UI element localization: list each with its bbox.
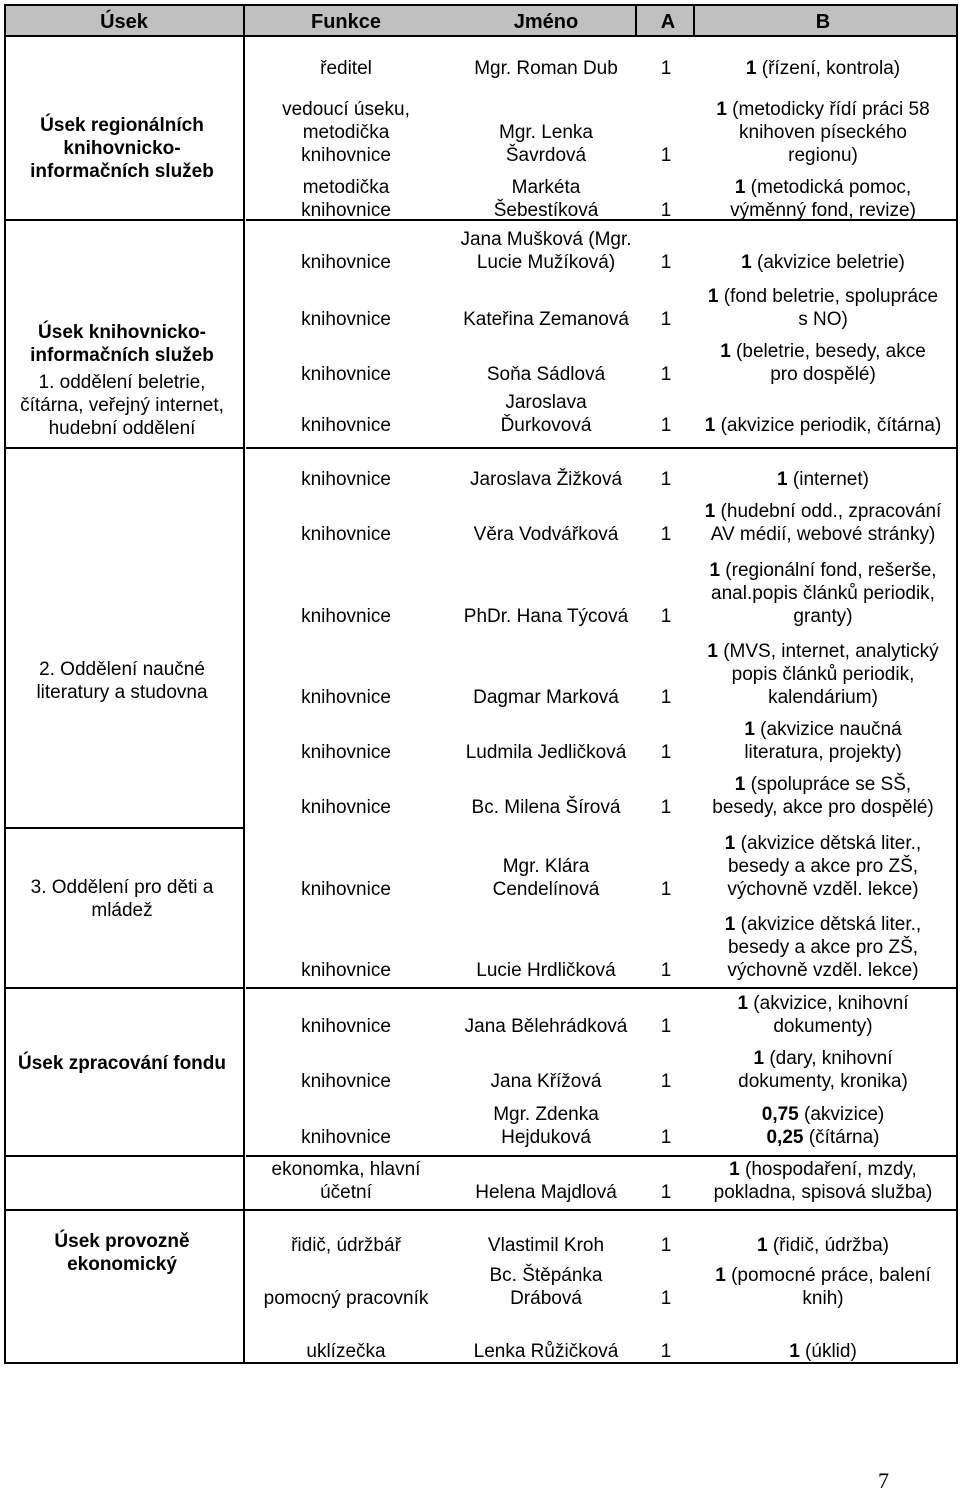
jmeno-cell: Mgr. Zdenka Hejduková — [493, 1104, 599, 1148]
jmeno-cell: PhDr. Hana Týcová — [463, 606, 629, 627]
a-cell: 1 — [660, 415, 672, 436]
b-cell: 1 (akvizice dětská liter., besedy a akce pro ZŠ, výchovně vzděl. lekce) — [724, 914, 922, 981]
a-cell: 1 — [660, 145, 672, 166]
table-row — [301, 501, 942, 545]
table-row — [301, 993, 909, 1037]
section-label: Úsek provozně ekonomický — [54, 1231, 190, 1275]
b-cell: 1 (MVS, internet, analytický popis článků periodik, kalendárium) — [707, 641, 939, 708]
header-usek: Úsek — [100, 11, 148, 33]
jmeno-cell: Lucie Hrdličková — [476, 960, 616, 981]
section-labels — [18, 114, 226, 1275]
jmeno-cell: Kateřina Zemanová — [463, 309, 629, 330]
funkce-cell: uklízečka — [306, 1341, 386, 1362]
funkce-cell: knihovnice — [301, 1127, 391, 1148]
jmeno-cell: Lenka Růžičková — [473, 1341, 619, 1362]
jmeno-cell: Soňa Sádlová — [486, 364, 606, 385]
a-cell: 1 — [660, 606, 672, 627]
table-row — [301, 641, 939, 708]
b-cell: 1 (regionální fond, rešerše, anal.popis článků periodik, granty) — [709, 560, 937, 627]
a-cell: 1 — [660, 687, 672, 708]
a-cell: 1 — [660, 252, 672, 273]
funkce-cell: knihovnice — [301, 415, 391, 436]
a-cell: 1 — [660, 364, 672, 385]
table-row — [301, 286, 938, 330]
a-cell: 1 — [660, 1016, 672, 1037]
table-row — [264, 1264, 932, 1309]
a-cell: 1 — [660, 200, 672, 221]
b-cell: 1 (beletrie, besedy, akce pro dospělé) — [720, 341, 926, 385]
a-cell: 1 — [660, 1341, 672, 1362]
b-cell: 1 (hospodaření, mzdy, pokladna, spisová služba) — [713, 1159, 933, 1203]
a-cell: 1 — [660, 1182, 672, 1203]
a-cell: 1 — [660, 742, 672, 763]
funkce-cell: knihovnice — [301, 524, 391, 545]
b-cell: 1 (akvizice beletrie) — [741, 252, 905, 273]
funkce-cell: vedoucí úseku, metodička knihovnice — [282, 99, 410, 166]
a-cell: 1 — [660, 309, 672, 330]
a-cell: 1 — [660, 1071, 672, 1092]
jmeno-cell: Jana Křížová — [490, 1071, 602, 1092]
a-cell: 1 — [660, 1235, 672, 1256]
a-cell: 1 — [660, 1127, 672, 1148]
staff-rows — [264, 58, 942, 1362]
funkce-cell: knihovnice — [301, 797, 391, 818]
b-cell: 1 (dary, knihovní dokumenty, kronika) — [738, 1048, 908, 1092]
funkce-cell: ředitel — [320, 58, 372, 79]
b-cell: 1 (akvizice dětská liter., besedy a akce pro ZŠ, výchovně vzděl. lekce) — [724, 833, 922, 900]
b-cell: 1 (řízení, kontrola) — [745, 58, 901, 79]
b-cell: 1 (akvizice naučná literatura, projekty) — [744, 719, 902, 763]
b-cell: 1 (pomocné práce, balení knih) — [715, 1265, 931, 1309]
section-label: 2. Oddělení naučné literatury a studovna — [36, 659, 208, 703]
table-row — [301, 468, 869, 490]
jmeno-cell: Mgr. Lenka Šavrdová — [499, 122, 593, 166]
jmeno-cell: Bc. Milena Šírová — [471, 797, 621, 818]
a-cell: 1 — [660, 58, 672, 79]
header-a: A — [660, 11, 676, 33]
funkce-cell: ekonomka, hlavní účetní — [271, 1159, 421, 1203]
jmeno-cell: Mgr. Klára Cendelínová — [492, 856, 600, 900]
table-row — [272, 1159, 933, 1203]
b-cell: 1 (metodicky řídí práci 58 knihoven píseckého regionu) — [716, 99, 930, 166]
a-cell: 1 — [660, 1288, 672, 1309]
table-row — [301, 914, 921, 981]
funkce-cell: knihovnice — [301, 879, 391, 900]
section-label: Úsek zpracování fondu — [18, 1053, 226, 1074]
funkce-cell: knihovnice — [301, 469, 391, 490]
jmeno-cell: Jana Mušková (Mgr. Lucie Mužíková) — [460, 229, 632, 273]
page-number: 7 — [878, 1468, 889, 1493]
header-jmeno: Jméno — [513, 11, 579, 33]
a-cell: 1 — [660, 879, 672, 900]
funkce-cell: knihovnice — [301, 960, 391, 981]
funkce-cell: knihovnice — [301, 1071, 391, 1092]
funkce-cell: metodička knihovnice — [301, 177, 391, 221]
a-cell: 1 — [660, 469, 672, 490]
header-b: B — [815, 11, 831, 33]
table-row — [301, 341, 926, 385]
b-cell: 1 (akvizice periodik, čítárna) — [704, 415, 942, 436]
section-label: Úsek knihovnicko-informačních služeb — [30, 322, 214, 366]
b-cell: 1 (fond beletrie, spolupráce s NO) — [707, 286, 939, 330]
section-label: 1. oddělení beletrie, čítárna, veřejný internet, hudební oddělení — [20, 372, 224, 439]
b-cell: 1 (řidič, údržba) — [757, 1235, 889, 1256]
table-row — [320, 58, 900, 79]
table-row — [301, 719, 902, 763]
jmeno-cell: Jaroslava Ďurkovová — [500, 392, 592, 436]
b-cell: 0,75 (akvizice) 0,25 (čítárna) — [761, 1104, 885, 1148]
section-label: 3. Oddělení pro děti a mládež — [30, 877, 214, 921]
table-row — [282, 99, 930, 166]
table-row — [301, 773, 934, 818]
funkce-cell: knihovnice — [301, 742, 391, 763]
funkce-cell: knihovnice — [301, 364, 391, 385]
jmeno-cell: Dagmar Marková — [473, 687, 619, 708]
jmeno-cell: Bc. Štěpánka Drábová — [489, 1265, 603, 1309]
table-row — [291, 1235, 889, 1256]
table-row — [306, 1341, 856, 1362]
table-row — [301, 392, 941, 436]
b-cell: 1 (akvizice, knihovní dokumenty) — [737, 993, 909, 1037]
jmeno-cell: Vlastimil Kroh — [487, 1235, 605, 1256]
jmeno-cell: Ludmila Jedličková — [465, 742, 627, 763]
a-cell: 1 — [660, 797, 672, 818]
section-label: Úsek regionálních knihovnicko-informačních služeb — [30, 115, 214, 182]
b-cell: 1 (internet) — [777, 469, 869, 490]
funkce-cell: řidič, údržbář — [291, 1235, 401, 1256]
jmeno-cell: Helena Majdlová — [475, 1182, 617, 1203]
table-row — [301, 833, 921, 900]
table-row — [301, 1104, 884, 1148]
funkce-cell: knihovnice — [301, 606, 391, 627]
table-row — [301, 1048, 908, 1092]
funkce-cell: knihovnice — [301, 1016, 391, 1037]
jmeno-cell: Věra Vodvářková — [473, 524, 619, 545]
b-cell: 1 (hudební odd., zpracování AV médií, webové stránky) — [704, 501, 942, 545]
a-cell: 1 — [660, 524, 672, 545]
b-cell: 1 (úklid) — [789, 1341, 857, 1362]
jmeno-cell: Markéta Šebestíková — [493, 177, 599, 221]
b-cell: 1 (spolupráce se SŠ, besedy, akce pro dospělé) — [712, 774, 934, 818]
jmeno-cell: Jaroslava Žižková — [469, 469, 623, 490]
header-funkce: Funkce — [310, 11, 382, 33]
a-cell: 1 — [660, 960, 672, 981]
jmeno-cell: Mgr. Roman Dub — [474, 58, 618, 79]
table-row — [301, 229, 905, 273]
b-cell: 1 (metodická pomoc, výměnný fond, revize) — [730, 177, 916, 221]
funkce-cell: pomocný pracovník — [263, 1288, 429, 1309]
table-row — [301, 177, 916, 221]
jmeno-cell: Jana Bělehrádková — [464, 1016, 628, 1037]
table-row — [301, 560, 936, 627]
funkce-cell: knihovnice — [301, 687, 391, 708]
funkce-cell: knihovnice — [301, 252, 391, 273]
funkce-cell: knihovnice — [301, 309, 391, 330]
staff-table — [4, 4, 958, 1364]
